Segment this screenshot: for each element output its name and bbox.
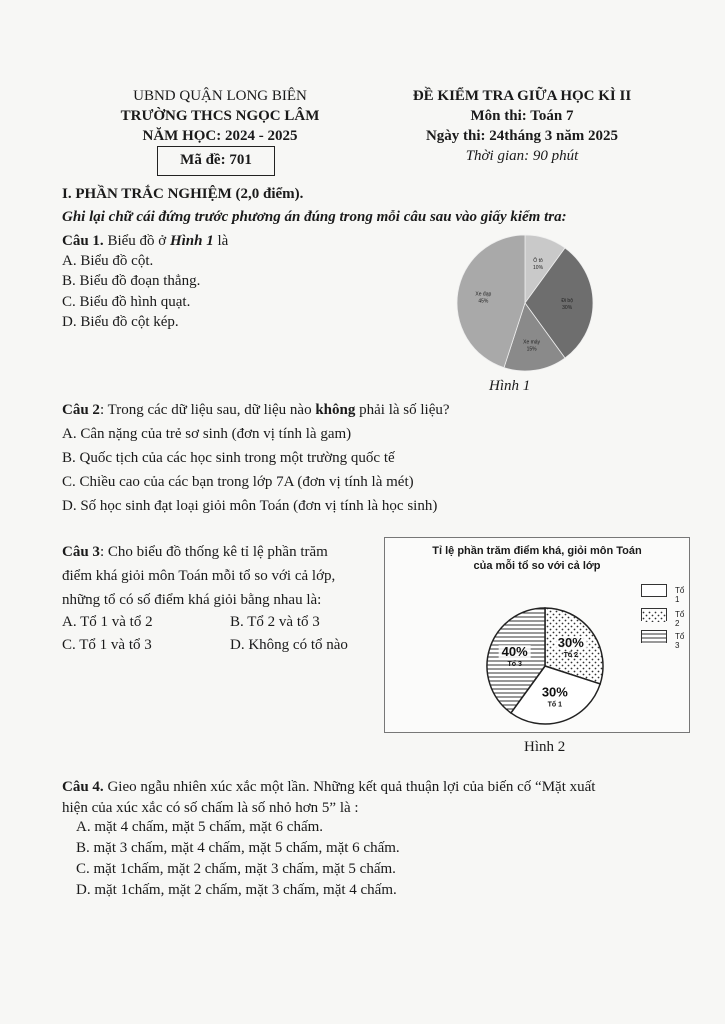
question-label: Câu 1. <box>62 233 104 249</box>
pie1-value-label-1: 30% <box>562 305 573 311</box>
exam-date: Ngày thi: 24tháng 3 năm 2025 <box>425 128 619 144</box>
figure-1-caption: Hình 1 <box>489 378 531 394</box>
pie1-category-label-3: Xe đạp <box>475 291 492 298</box>
q4-option-b: B. mặt 3 chấm, mặt 4 chấm, mặt 5 chấm, mặt 6 chấm. <box>76 840 400 856</box>
q4-option-d: D. mặt 1chấm, mặt 2 chấm, mặt 3 chấm, mặt 4 chấm. <box>76 882 397 898</box>
pie2-value-label-2: 40% <box>501 644 528 660</box>
question-text-line2: điểm khá giỏi môn Toán mỗi tổ so với cả lớp, <box>62 568 336 584</box>
exam-header <box>372 86 672 166</box>
section-title: I. PHẦN TRẮC NGHIỆM (2,0 điểm). <box>62 186 304 202</box>
question-text-line2: hiện của xúc xắc có số chấm là số nhỏ hơn 5” là : <box>62 800 359 816</box>
question-2: Câu 2: Trong các dữ liệu sau, dữ liệu nào không phải là số liệu? <box>62 402 450 418</box>
pie2-value-label-1: 30% <box>541 684 568 700</box>
school-name: TRƯỜNG THCS NGỌC LÂM <box>120 108 320 124</box>
question-text-end: là <box>213 233 229 249</box>
q2-option-d: D. Số học sinh đạt loại giỏi môn Toán (đơn vị tính là học sinh) <box>62 498 438 514</box>
q1-option-d: D. Biểu đồ cột kép. <box>62 314 179 330</box>
q3-option-d: D. Không có tổ nào <box>230 637 348 653</box>
pie1-value-label-2: 15% <box>526 346 537 353</box>
figure-2-caption: Hình 2 <box>524 739 566 755</box>
pie1-value-label-0: 10% <box>533 264 544 271</box>
pie2-slice-name-1: Tổ 1 <box>547 701 563 709</box>
question-label: Câu 4. <box>62 779 104 795</box>
legend-label-to3: Tổ 3 <box>675 632 685 650</box>
figure-1-pie-chart <box>454 232 596 379</box>
pie2-value-label-0: 30% <box>557 635 584 651</box>
q2-option-a: A. Cân nặng của trẻ sơ sinh (đơn vị tính là gam) <box>62 426 352 442</box>
chart-title: Tỉ lệ phần trăm điểm khá, giỏi môn Toán của mỗi tổ so với cả lớp <box>432 545 642 572</box>
q1-option-a: A. Biểu đồ cột. <box>62 253 154 269</box>
figure-2-chart <box>384 537 690 733</box>
section-instruction: Ghi lại chữ cái đứng trước phương án đúng trong mỗi câu sau vào giấy kiểm tra: <box>62 209 567 225</box>
legend-swatch-to2 <box>641 608 667 621</box>
question-1 <box>62 231 228 252</box>
district-name: UBND QUẬN LONG BIÊN <box>133 88 307 104</box>
question-4: Câu 4. Gieo ngẫu nhiên xúc xắc một lần. Những kết quả thuận lợi của biến cố “Mặt xuất hiện của xúc xắc có số chấm là số nhỏ hơn 5” là : <box>62 777 702 819</box>
q3-option-c: C. Tổ 1 và tổ 3 <box>62 637 152 653</box>
q2-option-b: B. Quốc tịch của các học sinh trong một trường quốc tế <box>62 450 395 466</box>
pie1-value-label-3: 45% <box>478 298 489 305</box>
figure-reference: Hình 1 <box>169 233 214 249</box>
question-text: Biểu đồ ở <box>103 233 170 249</box>
pie2-slice-name-0: Tổ 2 <box>563 652 579 660</box>
exam-subject: Môn thi: Toán 7 <box>470 108 574 124</box>
question-label: Câu 3 <box>62 544 100 560</box>
q4-option-a: A. mặt 4 chấm, mặt 5 chấm, mặt 6 chấm. <box>76 819 324 835</box>
pie1-category-label-2: Xe máy <box>523 339 541 346</box>
question-label: Câu 2 <box>62 402 100 418</box>
q4-option-c: C. mặt 1chấm, mặt 2 chấm, mặt 3 chấm, mặt 5 chấm. <box>76 861 396 877</box>
legend-swatch-to1 <box>641 584 667 597</box>
legend-label-to1: Tổ 1 <box>675 586 685 604</box>
q2-option-c: C. Chiều cao của các bạn trong lớp 7A (đơn vị tính là mét) <box>62 474 414 490</box>
q1-option-b: B. Biểu đồ đoạn thẳng. <box>62 273 201 289</box>
school-header <box>90 86 350 146</box>
question-3: Câu 3: Cho biểu đồ thống kê tỉ lệ phần trăm điểm khá giỏi môn Toán mỗi tổ so với cả lớp, những tổ có số điểm khá giỏi bằng nhau là: <box>62 542 382 611</box>
pie2-slice-name-2: Tổ 3 <box>507 661 522 669</box>
question-text-line3: những tổ có số điểm khá giỏi bằng nhau là: <box>62 592 322 608</box>
legend-swatch-to3 <box>641 630 667 643</box>
school-year: NĂM HỌC: 2024 - 2025 <box>142 128 298 144</box>
legend-label-to2: Tổ 2 <box>675 610 685 628</box>
pie-chart-1-svg <box>454 232 596 374</box>
pie1-category-label-0: Ô tô <box>533 257 543 264</box>
emphasis-not: không <box>315 402 356 418</box>
exam-title: ĐỀ KIỂM TRA GIỮA HỌC KÌ II <box>412 88 632 104</box>
q1-option-c: C. Biểu đồ hình quạt. <box>62 294 191 310</box>
pie-chart-2-svg <box>483 604 607 728</box>
q3-option-b: B. Tổ 2 và tổ 3 <box>230 614 320 630</box>
exam-code-box: Mã đề: 701 <box>157 146 275 176</box>
pie1-category-label-1: Đi bộ <box>561 298 574 304</box>
q3-option-a: A. Tổ 1 và tổ 2 <box>62 614 153 630</box>
exam-duration: Thời gian: 90 phút <box>465 148 579 164</box>
